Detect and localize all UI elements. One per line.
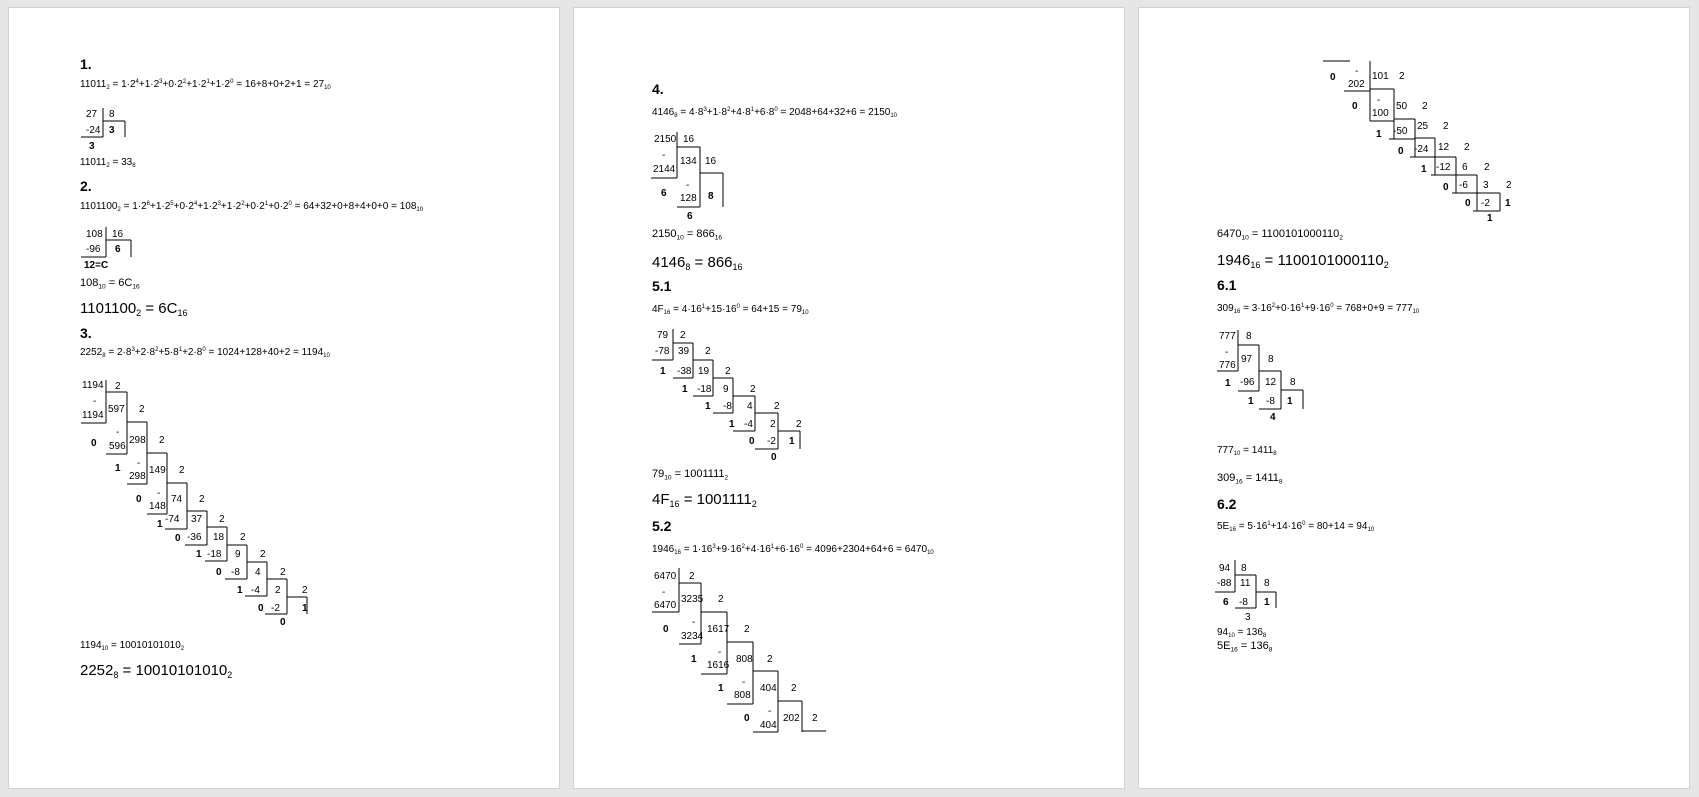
heading-task-5-1: 5.1 bbox=[652, 278, 672, 294]
division-remainder: 1 bbox=[682, 384, 688, 395]
division-quotient: 6 bbox=[1462, 162, 1468, 173]
division-quotient: 19 bbox=[698, 366, 710, 377]
division-divisor: 2 bbox=[280, 567, 286, 578]
division-remainder: 1 bbox=[1376, 129, 1382, 140]
division-subtrahend: 1616 bbox=[707, 660, 730, 671]
minus-sign: - bbox=[1355, 66, 1359, 77]
result-task-5-2-binary: $6470_{10} = 1100101000110_2$ bbox=[1217, 228, 1343, 242]
division-divisor: 2 bbox=[179, 465, 185, 476]
long-division-task-5-1 bbox=[574, 8, 1125, 789]
division-divisor: 8 bbox=[1268, 354, 1274, 365]
division-subtrahend: 808 bbox=[734, 690, 751, 701]
division-remainder: 0 bbox=[175, 533, 181, 544]
division-divisor: 16 bbox=[705, 156, 717, 167]
result-task-2: $1101100_2 = 6C_{16}$ bbox=[80, 300, 188, 319]
division-quotient: 2 bbox=[275, 585, 281, 596]
minus-sign: - bbox=[1377, 95, 1381, 106]
division-divisor: 8 bbox=[1290, 377, 1296, 388]
division-divisor: 2 bbox=[1506, 180, 1512, 191]
division-remainder: 0 bbox=[258, 603, 264, 614]
division-quotient: 2 bbox=[770, 419, 776, 430]
division-divisor: 2 bbox=[240, 532, 246, 543]
heading-task-5-2: 5.2 bbox=[652, 518, 672, 534]
division-quotient: 808 bbox=[736, 654, 753, 665]
division-subtrahend: 1194 bbox=[82, 410, 104, 421]
result-task-3: $2252_8 = 10010101010_2$ bbox=[80, 662, 233, 681]
division-divisor: 2 bbox=[1443, 121, 1449, 132]
formula-task-1: $11011_2 = 1\cdot 2^4+1\cdot 2^3+0\cdot 2^2+1\cdot 2^1+1\cdot 2^0 = 16+8+0+2+1 = 27_{10}$ bbox=[80, 79, 331, 92]
division-remainder: 1 bbox=[660, 366, 666, 377]
division-quotient: 74 bbox=[171, 494, 183, 505]
division-remainder: 1 bbox=[1248, 396, 1254, 407]
division-subtrahend: 202 bbox=[1348, 79, 1365, 90]
division-final-quotient: 8 bbox=[708, 191, 714, 202]
division-divisor: 2 bbox=[159, 435, 165, 446]
division-quotient: 3 bbox=[109, 125, 115, 136]
division-quotient: 4 bbox=[747, 401, 753, 412]
result-task-1: $11011_2 = 33_8$ bbox=[80, 157, 136, 170]
division-subtrahend: -2 bbox=[271, 603, 280, 614]
division-final-quotient: 1 bbox=[302, 603, 308, 614]
division-divisor: 16 bbox=[112, 229, 124, 240]
division-remainder: 1 bbox=[157, 519, 163, 530]
division-quotient: 134 bbox=[680, 156, 697, 167]
formula-task-6-2: $5E_{16} = 5\cdot 16^1+14\cdot 16^0 = 80+14 = 94_{10}$ bbox=[1217, 521, 1375, 534]
long-division-task-6-1 bbox=[1139, 8, 1690, 789]
document-page-2 bbox=[573, 7, 1125, 789]
result-task-2-decimal: $108_{10} = 6C_{16}$ bbox=[80, 277, 140, 291]
division-number: 108 bbox=[86, 229, 103, 240]
division-divisor: 2 bbox=[750, 384, 756, 395]
division-remainder: 1 bbox=[115, 463, 121, 474]
division-quotient: 149 bbox=[149, 465, 166, 476]
result-task-6-2: $5E_{16} = 136_8$ bbox=[1217, 640, 1273, 654]
division-remainder: 0 bbox=[749, 436, 755, 447]
division-quotient: 97 bbox=[1241, 354, 1253, 365]
division-remainder: 3 bbox=[89, 141, 95, 152]
minus-sign: - bbox=[692, 617, 696, 628]
minus-sign: - bbox=[686, 180, 690, 191]
division-remainder: 6 bbox=[1223, 597, 1229, 608]
division-remainder: 1 bbox=[1487, 213, 1493, 224]
division-divisor: 2 bbox=[260, 549, 266, 560]
division-final-quotient: 1 bbox=[1287, 396, 1293, 407]
division-subtrahend: 100 bbox=[1372, 108, 1389, 119]
division-remainder: 1 bbox=[196, 549, 202, 560]
division-subtrahend: -88 bbox=[1217, 578, 1232, 589]
division-quotient: 50 bbox=[1396, 101, 1408, 112]
division-remainder: 0 bbox=[744, 713, 750, 724]
division-quotient: 12 bbox=[1438, 142, 1450, 153]
minus-sign: - bbox=[137, 458, 141, 469]
division-remainder: 1 bbox=[1225, 378, 1231, 389]
division-quotient: 18 bbox=[213, 532, 225, 543]
minus-sign: - bbox=[742, 677, 746, 688]
division-divisor: 2 bbox=[705, 346, 711, 357]
division-divisor: 2 bbox=[744, 624, 750, 635]
division-final-quotient: 1 bbox=[1505, 198, 1511, 209]
division-divisor: 2 bbox=[1422, 101, 1428, 112]
minus-sign: - bbox=[157, 488, 161, 499]
result-task-4-hex: $2150_{10} = 866_{16}$ bbox=[652, 228, 723, 242]
long-division-task-5-2 bbox=[574, 8, 1125, 789]
minus-sign: - bbox=[662, 587, 666, 598]
formula-task-4: $4146_8 = 4\cdot 8^3+1\cdot 8^2+4\cdot 8^1+6\cdot 8^0 = 2048+64+32+6 = 2150_{10}$ bbox=[652, 107, 898, 120]
division-divisor: 2 bbox=[199, 494, 205, 505]
division-divisor: 8 bbox=[1246, 331, 1252, 342]
division-subtrahend: -8 bbox=[231, 567, 240, 578]
division-subtrahend: -18 bbox=[207, 549, 222, 560]
division-subtrahend: -6 bbox=[1459, 180, 1468, 191]
division-subtrahend: -78 bbox=[655, 346, 670, 357]
division-subtrahend: -8 bbox=[723, 401, 732, 412]
division-divisor: 2 bbox=[796, 419, 802, 430]
division-quotient: 3 bbox=[1483, 180, 1489, 191]
division-divisor: 2 bbox=[302, 585, 308, 596]
division-quotient: 1617 bbox=[707, 624, 730, 635]
division-remainder: 3 bbox=[1245, 612, 1251, 623]
result-task-6-1: $309_{16} = 1411_8$ bbox=[1217, 472, 1283, 486]
division-divisor: 2 bbox=[767, 654, 773, 665]
division-remainder: 0 bbox=[1330, 72, 1336, 83]
division-subtrahend: -4 bbox=[251, 585, 260, 596]
division-remainder: 0 bbox=[280, 617, 286, 628]
long-division-task-5-2-continued bbox=[1139, 8, 1690, 789]
division-final-quotient: 1 bbox=[789, 436, 795, 447]
division-subtrahend: 298 bbox=[129, 471, 146, 482]
result-task-5-1: $4F_{16} = 1001111_2$ bbox=[652, 491, 757, 510]
result-task-5-1-binary: $79_{10} = 1001111_2$ bbox=[652, 468, 729, 482]
division-quotient: 101 bbox=[1372, 71, 1389, 82]
division-remainder: 1 bbox=[729, 419, 735, 430]
formula-task-6-1: $309_{16} = 3\cdot 16^2+0\cdot 16^1+9\cdot 16^0 = 768+0+9 = 777_{10}$ bbox=[1217, 303, 1420, 316]
division-subtrahend: -36 bbox=[187, 532, 202, 543]
division-remainder: 0 bbox=[1398, 146, 1404, 157]
division-remainder: 0 bbox=[216, 567, 222, 578]
division-quotient: 3235 bbox=[681, 594, 704, 605]
division-quotient: 37 bbox=[191, 514, 203, 525]
division-final-quotient: 1 bbox=[1264, 597, 1270, 608]
division-divisor: 2 bbox=[680, 330, 686, 341]
heading-task-3: 3. bbox=[80, 325, 92, 341]
division-divisor: 8 bbox=[109, 109, 115, 120]
long-division-task-4 bbox=[574, 8, 1125, 789]
division-remainder: 0 bbox=[771, 452, 777, 463]
division-subtrahend: -38 bbox=[677, 366, 692, 377]
result-task-4: $4146_8 = 866_{16}$ bbox=[652, 254, 743, 273]
division-divisor: 2 bbox=[1484, 162, 1490, 173]
heading-task-4: 4. bbox=[652, 81, 664, 97]
division-subtrahend: -18 bbox=[697, 384, 712, 395]
minus-sign: - bbox=[116, 427, 120, 438]
division-divisor: 2 bbox=[1464, 142, 1470, 153]
division-divisor: 2 bbox=[791, 683, 797, 694]
division-quotient: 9 bbox=[235, 549, 241, 560]
division-number: 6470 bbox=[654, 571, 677, 582]
division-subtrahend: 596 bbox=[109, 441, 126, 452]
division-quotient: 404 bbox=[760, 683, 777, 694]
division-subtrahend: 776 bbox=[1219, 360, 1236, 371]
division-remainder: 0 bbox=[663, 624, 669, 635]
division-remainder: 1 bbox=[691, 654, 697, 665]
division-remainder: 0 bbox=[1352, 101, 1358, 112]
division-quotient: 6 bbox=[115, 244, 121, 255]
result-task-6-2-octal: $94_{10} = 136_8$ bbox=[1217, 627, 1267, 640]
division-remainder: 6 bbox=[687, 211, 693, 222]
minus-sign: - bbox=[662, 150, 666, 161]
division-subtrahend: 128 bbox=[680, 193, 697, 204]
result-task-6-1-octal: $777_{10} = 1411_8$ bbox=[1217, 445, 1277, 458]
division-number: 79 bbox=[657, 330, 669, 341]
division-subtrahend: -12 bbox=[1436, 162, 1451, 173]
division-remainder: 0 bbox=[91, 438, 97, 449]
division-divisor: 2 bbox=[139, 404, 145, 415]
division-subtrahend: -8 bbox=[1266, 396, 1275, 407]
division-remainder: 12=C bbox=[84, 260, 109, 271]
division-subtrahend: -24 bbox=[1414, 144, 1429, 155]
division-subtrahend: -4 bbox=[744, 419, 753, 430]
division-subtrahend: 2144 bbox=[653, 164, 676, 175]
division-subtrahend: -74 bbox=[165, 514, 180, 525]
division-number: 777 bbox=[1219, 331, 1236, 342]
division-subtrahend: -2 bbox=[767, 436, 776, 447]
minus-sign: - bbox=[93, 396, 97, 407]
division-divisor: 2 bbox=[774, 401, 780, 412]
division-quotient: 9 bbox=[723, 384, 729, 395]
long-division-task-6-2 bbox=[1139, 8, 1690, 789]
division-subtrahend: -2 bbox=[1481, 198, 1490, 209]
division-subtrahend: 148 bbox=[149, 501, 166, 512]
division-quotient: 202 bbox=[783, 713, 800, 724]
division-quotient: 12 bbox=[1265, 377, 1277, 388]
division-divisor: 8 bbox=[1241, 563, 1247, 574]
division-remainder: 1 bbox=[705, 401, 711, 412]
division-number: 27 bbox=[86, 109, 98, 120]
division-final-remainder: 4 bbox=[1270, 412, 1276, 423]
division-remainder: 1 bbox=[1421, 164, 1427, 175]
division-divisor: 2 bbox=[725, 366, 731, 377]
heading-task-6-1: 6.1 bbox=[1217, 277, 1237, 293]
document-page-1 bbox=[8, 7, 560, 789]
division-remainder: 1 bbox=[237, 585, 243, 596]
division-remainder: 0 bbox=[1465, 198, 1471, 209]
minus-sign: - bbox=[718, 647, 722, 658]
result-task-3-binary: $1194_{10} = 10010101010_2$ bbox=[80, 640, 185, 653]
minus-sign: - bbox=[1225, 347, 1229, 358]
division-divisor: 2 bbox=[115, 381, 121, 392]
document-page-3 bbox=[1138, 7, 1690, 789]
division-subtrahend: 6470 bbox=[654, 600, 677, 611]
division-subtrahend: -96 bbox=[86, 244, 101, 255]
division-divisor: 8 bbox=[1264, 578, 1270, 589]
division-remainder: 0 bbox=[136, 494, 142, 505]
division-divisor: 16 bbox=[683, 134, 695, 145]
division-divisor: 2 bbox=[1399, 71, 1405, 82]
division-remainder: 1 bbox=[718, 683, 724, 694]
division-subtrahend: -50 bbox=[1393, 126, 1408, 137]
division-quotient: 4 bbox=[255, 567, 261, 578]
division-subtrahend: 404 bbox=[760, 720, 777, 731]
division-subtrahend: 3234 bbox=[681, 631, 704, 642]
division-divisor: 2 bbox=[219, 514, 225, 525]
division-divisor: 2 bbox=[689, 571, 695, 582]
heading-task-1: 1. bbox=[80, 56, 92, 72]
division-quotient: 25 bbox=[1417, 121, 1429, 132]
division-quotient: 11 bbox=[1240, 578, 1251, 589]
minus-sign: - bbox=[768, 706, 772, 717]
division-number: 2150 bbox=[654, 134, 677, 145]
minus-sign-combined: -96 bbox=[1240, 377, 1255, 388]
division-subtrahend: -8 bbox=[1239, 597, 1248, 608]
division-remainder: 0 bbox=[1443, 182, 1449, 193]
division-subtrahend: -24 bbox=[86, 125, 101, 136]
formula-task-5-1: $4F_{16} = 4\cdot 16^1+15\cdot 16^0 = 64+15 = 79_{10}$ bbox=[652, 304, 809, 317]
result-task-5-2: $1946_{16} = 1100101000110_2$ bbox=[1217, 252, 1389, 271]
division-quotient: 298 bbox=[129, 435, 146, 446]
division-quotient: 597 bbox=[108, 404, 125, 415]
heading-task-6-2: 6.2 bbox=[1217, 496, 1237, 512]
division-number: 1194 bbox=[82, 380, 104, 391]
formula-task-5-2: $1946_{16} = 1\cdot 16^3+9\cdot 16^2+4\cdot 16^1+6\cdot 16^0 = 4096+2304+64+6 = 6470_{10}$ bbox=[652, 544, 934, 557]
division-divisor: 2 bbox=[718, 594, 724, 605]
division-quotient: 39 bbox=[678, 346, 690, 357]
formula-task-3: $2252_8 = 2\cdot 8^3+2\cdot 8^2+5\cdot 8^1+2\cdot 8^0 = 1024+128+40+2 = 1194_{10}$ bbox=[80, 347, 330, 360]
division-number: 94 bbox=[1219, 563, 1231, 574]
formula-task-2: $1101100_2 = 1\cdot 2^6+1\cdot 2^5+0\cdot 2^4+1\cdot 2^3+1\cdot 2^2+0\cdot 2^1+0\cdot 2^0 = 64+32+0+8+4+0+0 = 108_{10}$ bbox=[80, 201, 424, 214]
division-remainder: 6 bbox=[661, 188, 667, 199]
division-divisor: 2 bbox=[812, 713, 818, 724]
heading-task-2: 2. bbox=[80, 178, 92, 194]
